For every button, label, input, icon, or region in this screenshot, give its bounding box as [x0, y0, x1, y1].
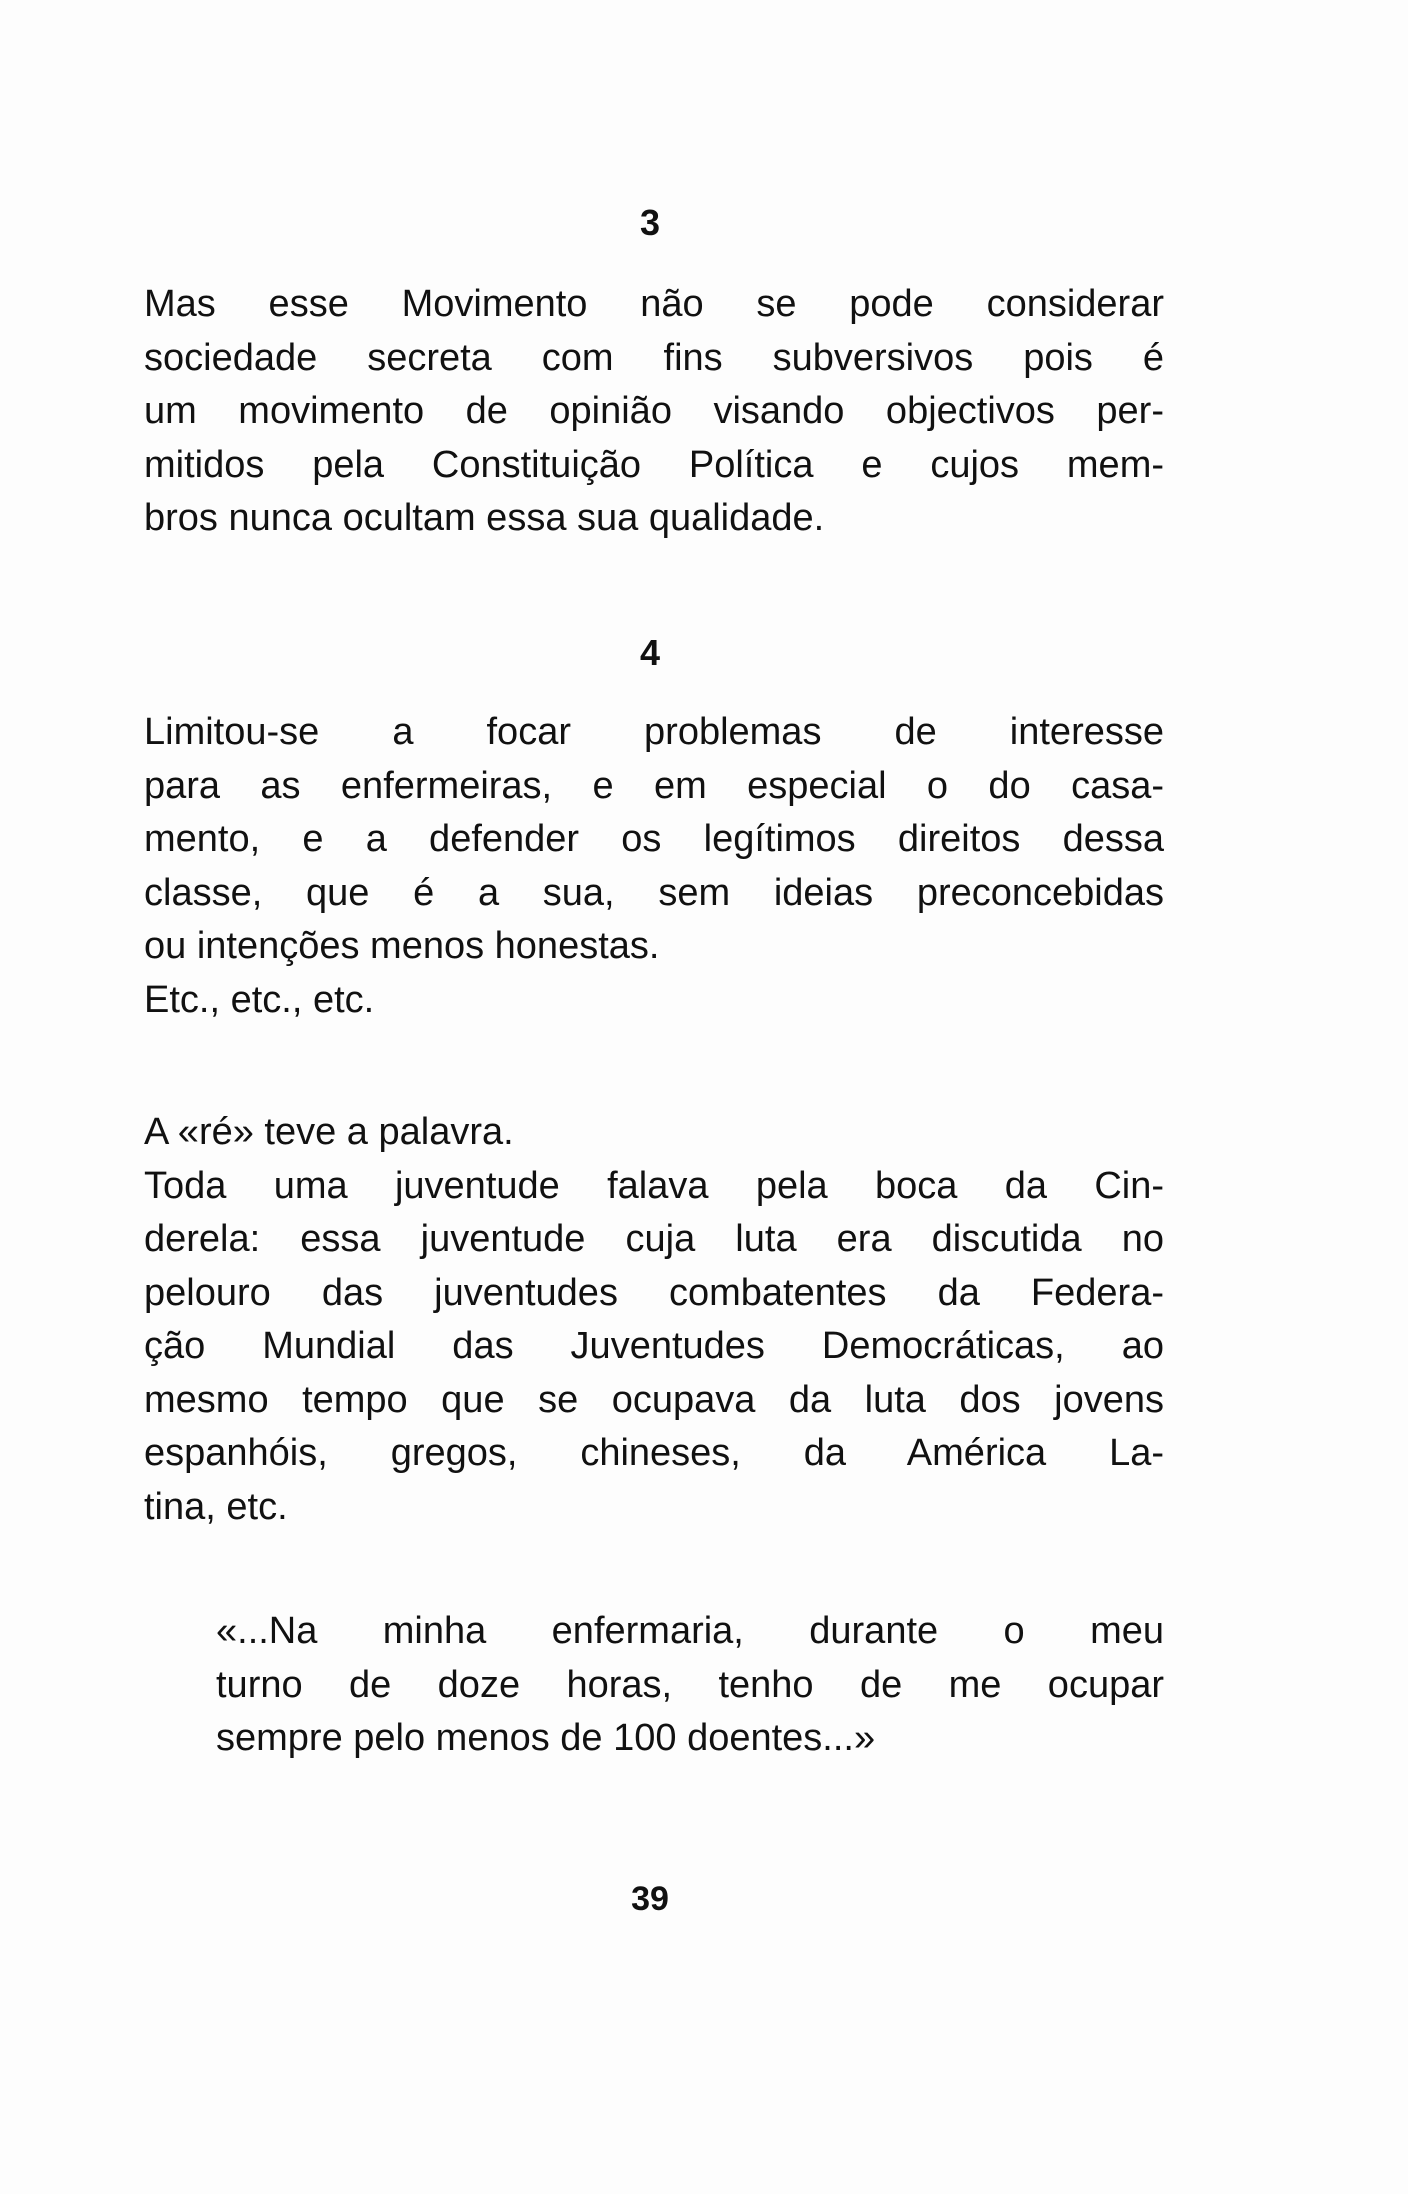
- quote-line: sempre pelo menos de 100 doentes...»: [216, 1717, 876, 1759]
- quote-line: turno de doze horas, tenho de me ocupar: [216, 1663, 1164, 1706]
- block-quote: [216, 1605, 1164, 1766]
- text-line: mitidos pela Constituição Política e cujos mem-: [144, 443, 1164, 486]
- page-number: 39: [631, 1880, 669, 1918]
- text-line: derela: essa juventude cuja luta era discutida no: [144, 1218, 1164, 1260]
- text-line: ou intenções menos honestas.: [144, 925, 660, 967]
- text-line: Etc., etc., etc.: [144, 978, 375, 1021]
- text-line: Limitou-se a focar problemas de interesse: [144, 711, 1164, 753]
- text-line: Toda uma juventude falava pela boca da Cin-: [144, 1164, 1164, 1207]
- narrative-paragraph: [144, 1106, 1164, 1534]
- text-line: sociedade secreta com fins subversivos pois é: [144, 336, 1164, 379]
- text-line: bros nunca ocultam essa sua qualidade.: [144, 497, 825, 539]
- text-line: A «ré» teve a palavra.: [144, 1111, 514, 1153]
- text-line: tina, etc.: [144, 1485, 288, 1528]
- text-line: espanhóis, gregos, chineses, da América La-: [144, 1432, 1164, 1474]
- text-line: para as enfermeiras, e em especial o do casa-: [144, 764, 1164, 807]
- quote-line: «...Na minha enfermaria, durante o meu: [216, 1610, 1164, 1652]
- text-line: pelouro das juventudes combatentes da Federa-: [144, 1271, 1164, 1314]
- text-line: classe, que é a sua, sem ideias preconcebidas: [144, 871, 1164, 914]
- text-line: Mas esse Movimento não se pode considerar: [144, 283, 1164, 325]
- text-line: mesmo tempo que se ocupava da luta dos jovens: [144, 1378, 1164, 1421]
- text-line: um movimento de opinião visando objectivos per-: [144, 390, 1164, 432]
- section-3-paragraph: [144, 278, 1164, 546]
- section-number-3: 3: [639, 202, 661, 243]
- text-line: ção Mundial das Juventudes Democráticas, ao: [144, 1325, 1164, 1367]
- section-4-paragraph: [144, 706, 1164, 1027]
- section-number-4: 4: [639, 632, 661, 673]
- text-line: mento, e a defender os legítimos direitos dessa: [144, 818, 1164, 860]
